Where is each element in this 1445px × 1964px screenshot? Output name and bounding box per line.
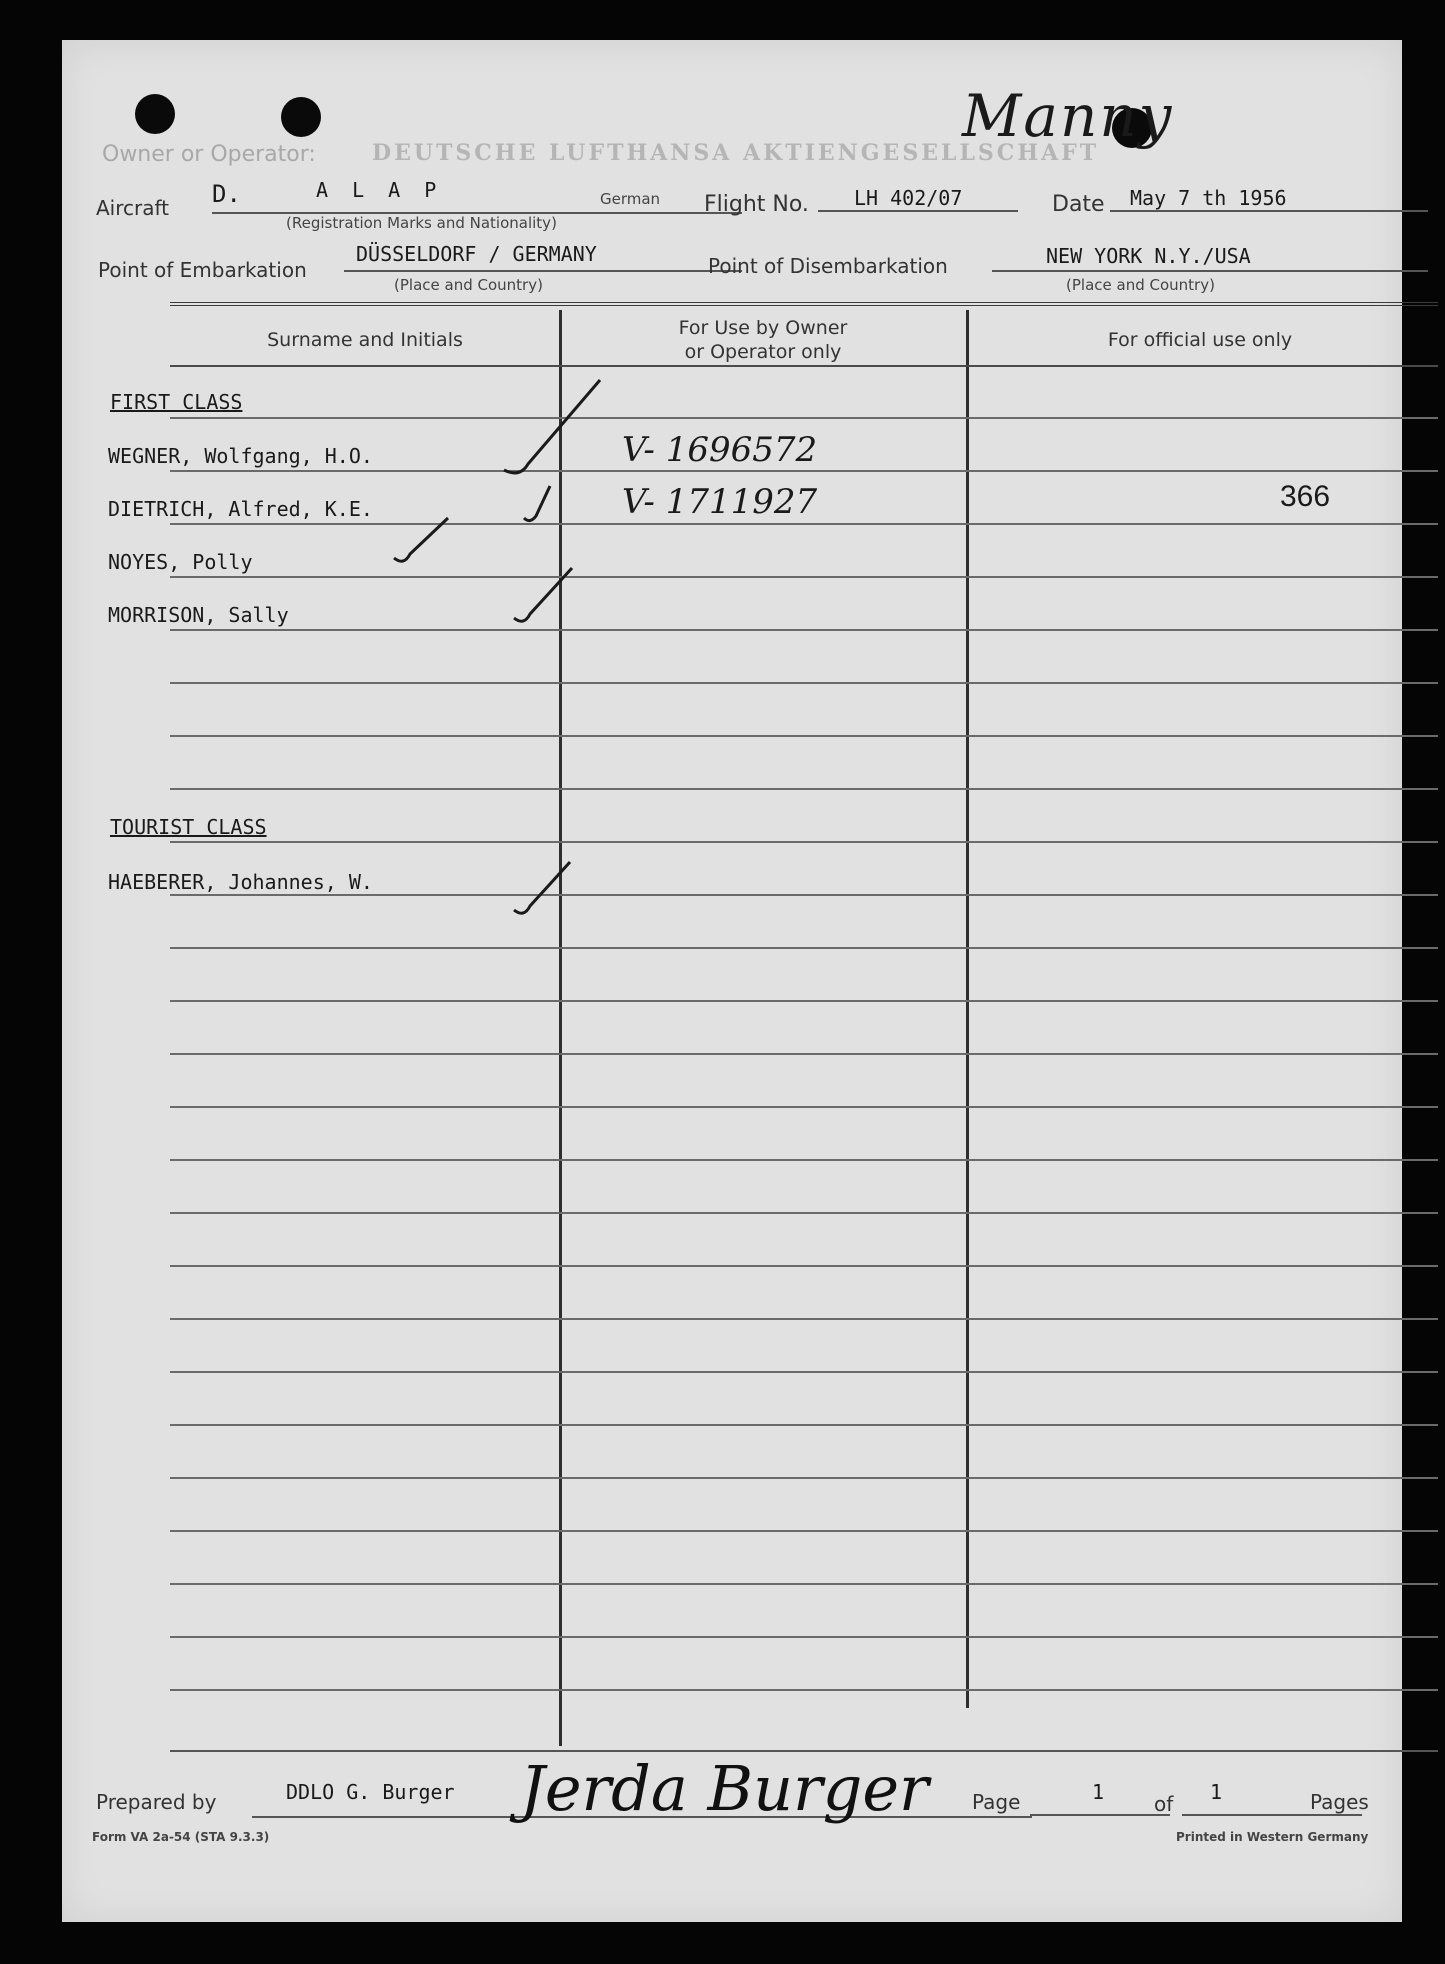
manifest-page — [62, 40, 1402, 1922]
table-rule — [170, 841, 1438, 843]
table-rule — [170, 576, 1438, 578]
table-rule — [170, 1318, 1438, 1320]
column-header-owner-use-2: or Operator only — [684, 341, 842, 363]
check-mark-icon — [502, 370, 612, 490]
printed-note: Printed in Western Germany — [1176, 1830, 1369, 1844]
registration-caption: (Registration Marks and Nationality) — [286, 214, 557, 232]
table-rule — [170, 1106, 1438, 1108]
table-rule — [170, 1477, 1438, 1479]
table-rule — [170, 788, 1438, 790]
header-bottom-rule — [170, 365, 1438, 367]
check-mark-icon — [512, 852, 582, 922]
owner-value: DEUTSCHE LUFTHANSA AKTIENGESELLSCHAFT — [372, 140, 1100, 166]
embark-underline — [344, 270, 742, 272]
punch-hole-left — [135, 94, 175, 134]
passenger-name: HAEBERER, Johannes, W. — [108, 870, 373, 894]
page-underline — [1030, 1814, 1170, 1816]
table-rule — [170, 1424, 1438, 1426]
top-handwriting: Manny — [962, 82, 1174, 150]
official-use-entry: 366 — [1280, 480, 1331, 513]
aircraft-label: Aircraft — [96, 196, 170, 220]
punch-hole-middle — [281, 97, 321, 137]
table-rule — [170, 1530, 1438, 1532]
table-rule — [170, 1000, 1438, 1002]
table-rule — [170, 523, 1438, 525]
table-rule — [170, 417, 1438, 419]
passenger-name: MORRISON, Sally — [108, 603, 289, 627]
section-heading-first-class: FIRST CLASS — [110, 390, 243, 414]
prepared-label: Prepared by — [96, 1790, 217, 1814]
table-rule — [170, 629, 1438, 631]
prepared-value: DDLO G. Burger — [286, 1780, 455, 1804]
table-rule — [170, 682, 1438, 684]
table-top-rule — [170, 302, 1438, 306]
table-rule — [170, 1212, 1438, 1214]
flight-underline — [818, 210, 1018, 212]
table-rule — [170, 1583, 1438, 1585]
date-underline — [1110, 210, 1428, 212]
table-rule — [170, 1159, 1438, 1161]
of-underline — [1182, 1814, 1362, 1816]
owner-use-entry: V- 1696572 — [622, 430, 818, 470]
check-mark-icon — [512, 560, 582, 630]
pages-label: Pages — [1310, 1790, 1369, 1814]
signature: Jerda Burger — [520, 1752, 929, 1825]
column-header-surname: Surname and Initials — [267, 329, 463, 351]
date-label: Date — [1052, 192, 1105, 217]
page-label: Page — [972, 1790, 1021, 1814]
table-rule — [170, 1689, 1438, 1691]
embark-label: Point of Embarkation — [98, 258, 307, 282]
table-rule — [170, 735, 1438, 737]
of-label: of — [1154, 1792, 1174, 1816]
column-divider-2 — [966, 310, 969, 1708]
embark-value: DÜSSELDORF / GERMANY — [356, 242, 597, 266]
page-value: 1 — [1092, 1780, 1105, 1804]
owner-use-entry: V- 1711927 — [622, 482, 818, 522]
flight-label: Flight No. — [704, 192, 809, 217]
section-heading-tourist-class: TOURIST CLASS — [110, 815, 267, 839]
disembark-caption: (Place and Country) — [1066, 276, 1215, 294]
table-rule — [170, 1265, 1438, 1267]
aircraft-value: A L A P — [316, 178, 443, 202]
table-rule — [170, 1053, 1438, 1055]
column-header-official: For official use only — [1107, 329, 1293, 351]
check-mark-icon — [522, 480, 562, 530]
passenger-name: NOYES, Polly — [108, 550, 253, 574]
table-rule — [170, 1636, 1438, 1638]
table-rule — [170, 894, 1438, 896]
table-rule — [170, 470, 1438, 472]
disembark-value: NEW YORK N.Y./USA — [1046, 244, 1251, 268]
flight-value: LH 402/07 — [854, 186, 963, 210]
column-header-owner-use-1: For Use by Owner — [678, 317, 848, 339]
date-value: May 7 th 1956 — [1130, 186, 1287, 210]
table-rule — [170, 947, 1438, 949]
table-rule — [170, 1371, 1438, 1373]
form-id: Form VA 2a-54 (STA 9.3.3) — [92, 1830, 270, 1844]
owner-label: Owner or Operator: — [102, 142, 316, 167]
aircraft-prefix: D. — [212, 180, 241, 208]
disembark-label: Point of Disembarkation — [708, 254, 948, 278]
of-value: 1 — [1210, 1780, 1223, 1804]
nationality-value: German — [600, 190, 661, 208]
passenger-name: WEGNER, Wolfgang, H.O. — [108, 444, 373, 468]
disembark-underline — [992, 270, 1428, 272]
check-mark-icon — [392, 510, 462, 570]
embark-caption: (Place and Country) — [394, 276, 543, 294]
passenger-name: DIETRICH, Alfred, K.E. — [108, 497, 373, 521]
